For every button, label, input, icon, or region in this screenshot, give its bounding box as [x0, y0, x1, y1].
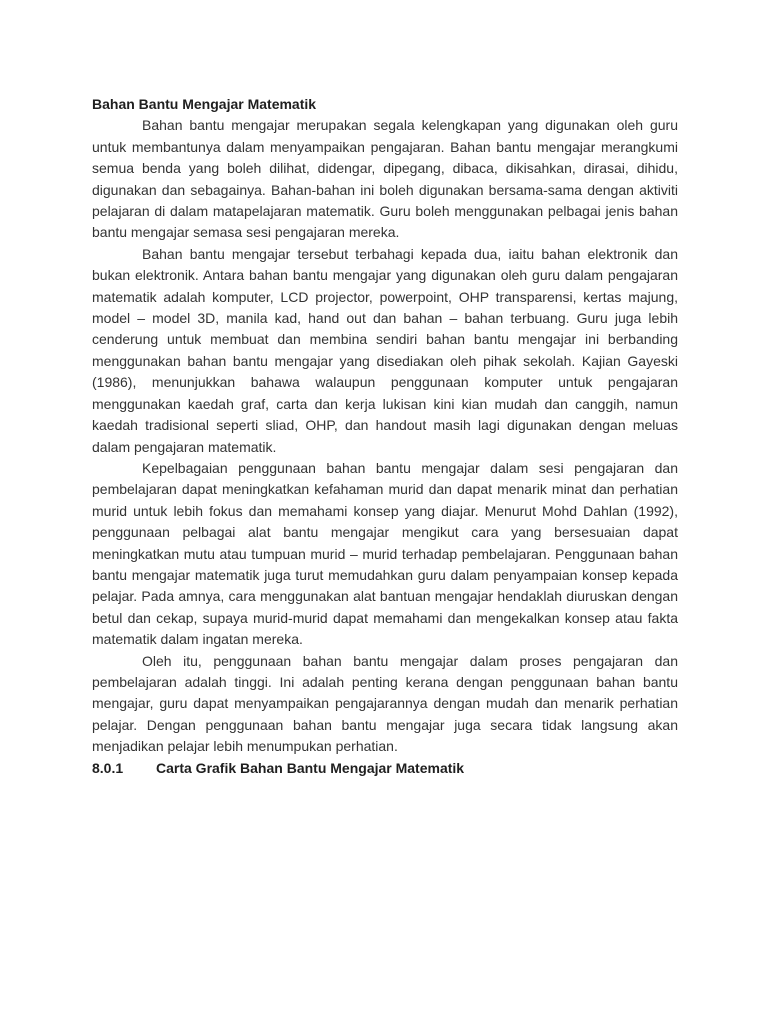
paragraph-1: Bahan bantu mengajar merupakan segala kelengkapan yang digunakan oleh guru untuk membantunya dalam menyampaikan pengajaran. Bahan bantu mengajar merangkumi semua benda yang boleh dilihat, didengar, dipegang, dibaca, dikisahkan, dirasai, dihidu, digunakan dan sebagainya. Bahan-bahan ini boleh digunakan bersama-sama dengan aktiviti pelajaran di dalam matapelajaran matematik. Guru boleh menggunakan pelbagai jenis bahan bantu mengajar semasa sesi pengajaran mereka. — [92, 117, 678, 241]
paragraph-4: Oleh itu, penggunaan bahan bantu mengajar dalam proses pengajaran dan pembelajaran adalah tinggi. Ini adalah penting kerana dengan penggunaan bahan bantu mengajar, guru dapat menyampaikan pengajarannya dengan mudah dan menarik perhatian pelajar. Dengan penggunaan bahan bantu mengajar juga secara tidak langsung akan menjadikan pelajar lebih menumpukan perhatian. — [92, 652, 678, 755]
section-number: 8.0.1 — [92, 759, 124, 776]
document-title: Bahan Bantu Mengajar Matematik — [92, 96, 317, 112]
document-content — [92, 94, 678, 779]
paragraph-2: Bahan bantu mengajar tersebut terbahagi kepada dua, iaitu bahan elektronik dan bukan elektronik. Antara bahan bantu mengajar yang digunakan oleh guru dalam pengajaran matematik adalah komputer, LCD projector, powerpoint, OHP transparensi, kertas majung, model – model 3D, manila kad, hand out dan bahan – bahan terbuang. Guru juga lebih cenderung untuk membuat dan membina sendiri bahan bantu mengajar ini berbanding menggunakan bahan bantu mengajar yang disediakan oleh pihak sekolah. Kajian Gayeski (1986), menunjukkan bahawa walaupun penggunaan komputer untuk pengajaran menggunakan kaedah graf, carta dan kerja lukisan kini kian mudah dan canggih, namun kaedah tradisional seperti sliad, OHP, dan handout masih lagi digunakan dengan meluas dalam pengajaran matematik. — [92, 245, 678, 455]
section-heading — [92, 758, 678, 779]
section-title: Carta Grafik Bahan Bantu Mengajar Matematik — [156, 759, 465, 776]
paragraph-3: Kepelbagaian penggunaan bahan bantu mengajar dalam sesi pengajaran dan pembelajaran dapat meningkatkan kefahaman murid dan dapat menarik minat dan perhatian murid untuk lebih fokus dan memahami konsep yang diajar. Menurut Mohd Dahlan (1992), penggunaan pelbagai alat bantu mengajar mengikut cara yang bersesuaian dapat meningkatkan mutu atau tumpuan murid – murid terhadap pembelajaran. Penggunaan bahan bantu mengajar matematik juga turut memudahkan guru dalam penyampaian konsep kepada pelajar. Pada amnya, cara menggunakan alat bantuan mengajar hendaklah diuruskan dengan betul dan cekap, supaya murid-murid dapat memahami dan mengekalkan konsep atau fakta matematik dalam ingatan mereka. — [92, 459, 678, 648]
